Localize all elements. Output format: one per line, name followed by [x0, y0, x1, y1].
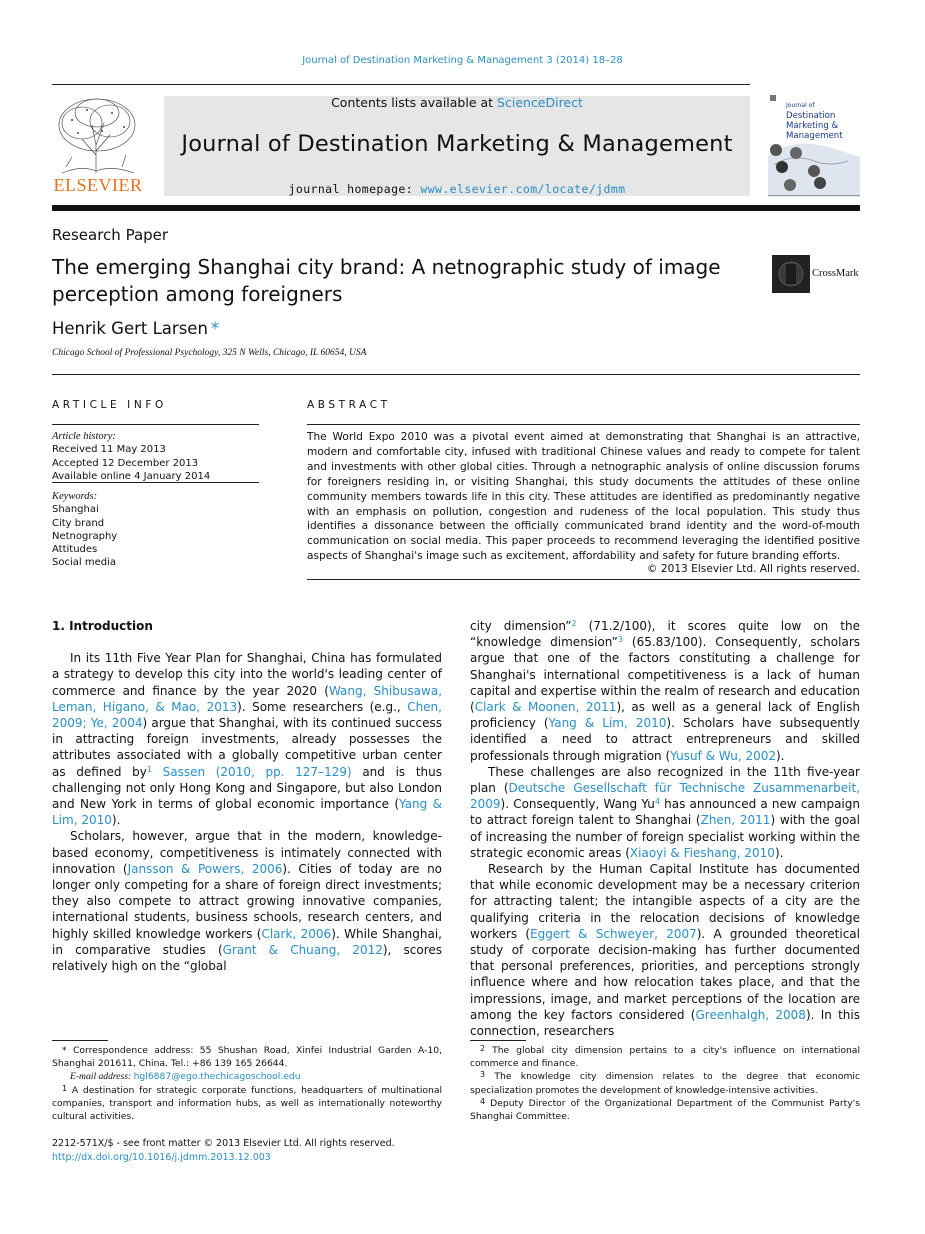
footnote-number: 4: [480, 1096, 486, 1106]
abstract-bottom-rule: [307, 579, 860, 580]
footnote-number: 1: [62, 1083, 68, 1093]
footnote-2: [470, 1044, 860, 1070]
paragraph-text: city dimension”: [470, 619, 572, 633]
citation-link[interactable]: Yang & Lim, 2010: [52, 797, 442, 828]
footnote-rule: [470, 1040, 526, 1041]
paragraph-text: ). In this connection, researchers: [470, 1007, 860, 1039]
homepage-link[interactable]: www.elsevier.com/locate/jdmm: [420, 182, 626, 196]
footnote-ref[interactable]: 3: [617, 635, 623, 645]
citation-link[interactable]: Deutsche Gesellschaft für Technische Zusammenarbeit, 2009: [470, 781, 860, 812]
sciencedirect-link[interactable]: ScienceDirect: [497, 95, 583, 110]
article-type: Research Paper: [52, 226, 169, 244]
paragraph-text: and is thus challenging not only Hong Kong and Singapore, but also London and New York in terms of global economic importance (: [52, 764, 442, 812]
crossmark-icon: [772, 255, 810, 293]
author-line: [52, 319, 219, 338]
footnote-ref[interactable]: 4: [654, 797, 660, 807]
paragraph: [52, 650, 442, 828]
citation-link[interactable]: Clark, 2006: [261, 926, 332, 941]
footnote-4: [470, 1097, 860, 1123]
author-name: Henrik Gert Larsen: [52, 319, 208, 338]
paragraph-text: ) argue that Shanghai, with its continued success in attracting foreign investments, already possesses the attributes associated with a globally competitive urban center as defined by: [52, 716, 443, 779]
citation-link[interactable]: Sassen (2010, pp. 127–129): [151, 764, 352, 779]
paragraph-text: ). A grounded theoretical study of corporate decision-making has further documented that personal preferences, priorities, and perceptions strongly influence where and how relocation takes place, and that the impressions, image, and market perceptions of the location are among the key factors considered (: [470, 926, 860, 1022]
paragraph-text: ).: [111, 813, 121, 828]
citation-link[interactable]: Xiaoyi & Fieshang, 2010: [629, 845, 775, 860]
footnote-email: [52, 1070, 442, 1083]
footnote-correspondence: [52, 1044, 442, 1070]
footnote-text: Deputy Director of the Organizational Department of the Communist Party's Shanghai Committee.: [470, 1097, 860, 1123]
paragraph: [470, 764, 860, 861]
issn-line: 2212-571X/$ - see front matter © 2013 Elsevier Ltd. All rights reserved.: [52, 1138, 395, 1149]
homepage-line: [164, 182, 750, 196]
abstract-rule: [307, 424, 860, 425]
footnote-text: The knowledge city dimension relates to the degree that economic specialization promotes the development of knowledge-intensive activities.: [470, 1071, 860, 1096]
email-link[interactable]: hgl6887@ego.thechicagoschool.edu: [133, 1071, 301, 1083]
abstract-copyright: © 2013 Elsevier Ltd. All rights reserved.: [646, 563, 860, 575]
footnotes-right: [470, 1044, 860, 1123]
footnote-ref[interactable]: 1: [146, 764, 152, 774]
citation-link[interactable]: Yang & Lim, 2010: [548, 716, 667, 731]
crossmark-label: CrossMark: [812, 268, 859, 279]
keywords-label: Keywords:: [52, 491, 98, 502]
paragraph-text: ), as well as a general lack of English proficiency (: [470, 700, 860, 731]
journal-name: Journal of Destination Marketing & Management: [181, 131, 733, 157]
paragraph-text: These challenges are also recognized in the 11th five-year plan (: [470, 764, 860, 796]
article-info-rule: [52, 424, 259, 425]
citation-link[interactable]: Eggert & Schweyer, 2007: [530, 926, 697, 941]
abstract-heading: ABSTRACT: [307, 399, 391, 411]
cover-title-line: Management: [786, 131, 843, 141]
doi-link[interactable]: http://dx.doi.org/10.1016/j.jdmm.2013.12.003: [52, 1151, 271, 1163]
paragraph: [470, 618, 860, 764]
citation-link[interactable]: Jansson & Powers, 2006: [127, 861, 283, 876]
keyword: Attitudes: [52, 544, 98, 556]
citation-link[interactable]: Chen, 2009; Ye, 2004: [52, 699, 442, 731]
article-title: The emerging Shanghai city brand: A netnographic study of image perception among foreigners: [52, 255, 721, 306]
running-head[interactable]: Journal of Destination Marketing & Management 3 (2014) 18–28: [302, 55, 623, 66]
citation-link[interactable]: Clark & Moonen, 2011: [474, 700, 617, 715]
footnote-1: [52, 1084, 442, 1124]
paragraph-text: ). Some researchers (e.g.,: [237, 699, 408, 714]
paragraph: [470, 861, 860, 1039]
footnote-text: A destination for strategic corporate functions, headquarters of multinational companies, transport and information hubs, as well as internationally noteworthy cultural activities.: [52, 1084, 442, 1123]
paragraph-text: ), scores relatively high on the “global: [52, 942, 443, 974]
email-label: E-mail address:: [70, 1071, 134, 1083]
footnote-text: The global city dimension pertains to a city's influence on international commerce and finance.: [470, 1045, 860, 1070]
contents-prefix: Contents lists available at: [331, 95, 498, 110]
contents-line: [164, 95, 750, 110]
body-column-left: [52, 618, 442, 974]
cover-title-line: Marketing &: [786, 121, 839, 131]
footnote-3: [470, 1070, 860, 1096]
paragraph-text: ). Scholars have subsequently identified a need to attract entrepreneurs and skilled professionals through migration (: [470, 716, 860, 763]
corresponding-author-mark[interactable]: *: [210, 319, 220, 338]
keyword: Social media: [52, 557, 116, 569]
keyword: Netnography: [52, 530, 118, 542]
cover-title: [786, 101, 843, 141]
article-info-heading: ARTICLE INFO: [52, 399, 167, 411]
paragraph: [52, 828, 442, 974]
header-bottom-rule: [52, 374, 860, 375]
citation-link[interactable]: Greenhalgh, 2008: [695, 1007, 806, 1022]
paragraph-text: ). While Shanghai, in comparative studies (: [52, 926, 442, 957]
paragraph-text: ). Consequently, Wang Yu: [500, 797, 655, 812]
paragraph-text: ).: [774, 845, 784, 860]
paragraph-text: (71.2/100), it scores quite low on the “knowledge dimension”: [470, 619, 860, 650]
header-rule: [52, 84, 750, 85]
keywords: [52, 490, 259, 570]
journal-cover-thumbnail[interactable]: [768, 95, 860, 197]
paragraph-text: Scholars, however, argue that in the modern, knowledge-based economy, competitiveness is intimately connected with innovation (: [52, 829, 442, 876]
footnote-number: 3: [480, 1070, 486, 1080]
history-label: Article history:: [52, 431, 116, 442]
abstract-text: The World Expo 2010 was a pivotal event aimed at demonstrating that Shanghai is an attractive, modern and comfortable city, infused with traditional Chinese values and ready to compete for talent and investments with other global cities. Through a netnographic analysis of online discussion forums for foreigners residing in, or visiting Shanghai, this study documents the attitudes of these online community members towards life in this city. These attitudes are identified as predominantly negative with an emphasis on pollution, congestion and rudeness of the local population. This study thus identifies a dissonance between the officially communicated brand identity and the word-of-mouth communication on social media. This paper proceeds to recommend leveraging the identified positive aspects of Shanghai's image such as excitement, affordability and safety for future branding efforts.: [307, 431, 860, 563]
paragraph-text: ).: [776, 748, 785, 763]
citation-link[interactable]: Wang, Shibusawa, Leman, Higano, & Mao, 2013: [52, 683, 443, 714]
history-rule: [52, 482, 259, 483]
article-history: [52, 430, 259, 483]
history-item: Available online 4 January 2014: [52, 470, 211, 482]
paragraph-text: ) with the goal of increasing the number of foreign specialist working within the strategic economic areas (: [470, 813, 860, 860]
paragraph-text: (65.83/100). Consequently, scholars argue that one of the factors constituting a challenge for Shanghai's international competitiveness is a lack of human capital and expertise within the realm of research and education (: [470, 635, 860, 715]
history-item: Received 11 May 2013: [52, 444, 166, 456]
history-item: Accepted 12 December 2013: [52, 457, 199, 469]
citation-link[interactable]: Yusuf & Wu, 2002: [670, 748, 776, 763]
elsevier-logo[interactable]: [52, 95, 144, 197]
elsevier-wordmark: ELSEVIER: [53, 175, 143, 195]
footnote-ref[interactable]: 2: [571, 619, 577, 628]
issn-block: [52, 1137, 395, 1164]
banner-thick-rule: [52, 205, 860, 211]
affiliation: Chicago School of Professional Psychology, 325 N Wells, Chicago, IL 60654, USA: [52, 348, 367, 358]
citation-link[interactable]: Grant & Chuang, 2012: [222, 942, 383, 957]
keyword: Shanghai: [52, 504, 99, 516]
paragraph-text: ). Cities of today are no longer only competing for a share of foreign direct investments; they also compete to attract growing innovative companies, international students, business schools, research centers, and highly skilled knowledge workers (: [52, 861, 443, 941]
paragraph-text: has announced a new campaign to attract foreign talent to Shanghai (: [470, 797, 860, 828]
footnotes-left: [52, 1044, 442, 1123]
footnote-number: 2: [480, 1044, 486, 1053]
section-heading: 1. Introduction: [52, 619, 153, 633]
crossmark-button[interactable]: [772, 255, 862, 293]
homepage-prefix: journal homepage:: [288, 182, 421, 196]
footnote-mark: *: [62, 1045, 67, 1056]
cover-title-line: Destination: [786, 111, 836, 121]
keyword: City brand: [52, 517, 105, 529]
paragraph-text: Research by the Human Capital Institute has documented that while economic development may be a necessary criterion for attracting talent; the intangible aspects of a city are the qualifying criteria in the relocation decisions of knowledge workers (: [470, 862, 860, 941]
citation-link[interactable]: Zhen, 2011: [700, 813, 771, 828]
cover-title-line: Journal of: [786, 102, 815, 109]
body-column-right: [470, 618, 860, 1039]
footnote-rule: [52, 1040, 108, 1041]
footnote-text: Correspondence address: 55 Shushan Road, Xinfei Industrial Garden A-10, Shanghai 201611, China. Tel.: +86 139 165 26644.: [52, 1045, 442, 1070]
paragraph-text: In its 11th Five Year Plan for Shanghai, China has formulated a strategy to develop this city into the world's leading center of commerce and finance by the year 2020 (: [52, 651, 442, 698]
